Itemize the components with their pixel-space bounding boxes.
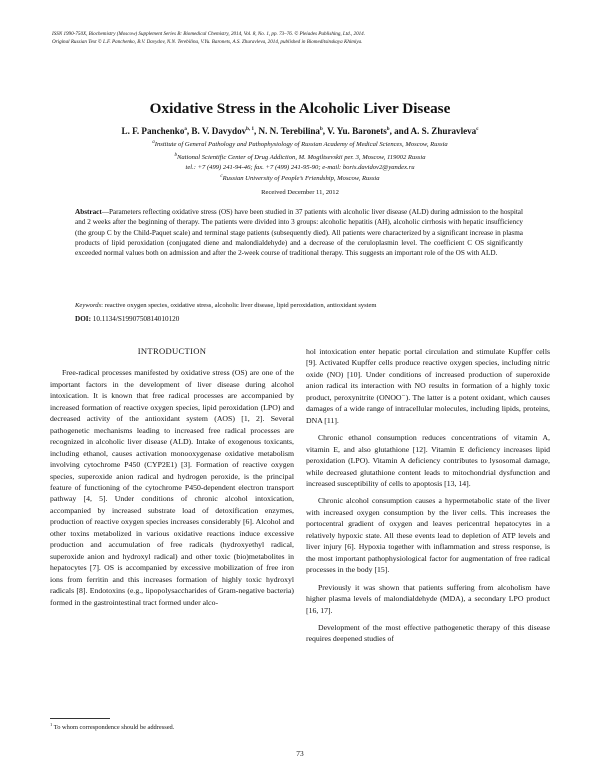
abstract-text: —Parameters reflecting oxidative stress (OS) have been studied in 37 patients with alcoholic liver disease (ALD) during admission to the hospital and 2 weeks after the beginning of therapy. The patients were divided into 3 groups: alcoholic hepatitis (AH), alcoholic cirrhosis with hepatic insufficiency (the group C by the Child-Paquet scale) and terminal stage patients (subsequently died). All patients were characterized by a significant increase in plasma products of lipid peroxidation (conjugated diene and malondialdehyde) and a decrease of the ceruloplasmin level. The coefficient C OS significantly exceeded normal values both on admission and after the 2-week course of traditional therapy. This suggests an important role of the OS with ALD. bbox=[75, 208, 523, 258]
paragraph: Free-radical processes manifested by oxidative stress (OS) are one of the important factors in the development of liver disease during alcohol intoxication. It is known that free radical processes are accompanied by increased formation of reactive oxygen species, lipid peroxidation (LPO) and decreased activity of the antioxidant system (AOS) [1, 2]. Several pathogenetic mechanisms leading to increased free radical processes are recognized in alcoholic liver disease (ALD). Intake of exogenous toxicants, including ethanol, causes activation monooxygenase oxidative metabolism involving cytochrome P450 (CYP2E1) [3]. Formation of reactive oxygen species, superoxide anion radical and hydrogen peroxide, is the principal feature of functioning of the cytochrome P450-dependent electron transport pathway [4, 5]. Under conditions of chronic alcohol intoxication, accompanied by increased substrate load of detoxification enzymes, production of reactive oxygen species increases considerably [6]. Alcohol and other toxins metabolized in various oxidative reactions induce excessive production and accumulation of free radicals (hydroxyethyl radical, superoxide anion and hydroxyl radical) and other toxic (bio)metabolites in hepatocytes [7]. OS is accompanied by excessive mobilization of free iron ions from ferritin and this increases formation of highly toxic hydroxyl radicals [8]. Endotoxins (e.g., lipopolysaccharides of Gram-negative bacteria) formed in the gastrointestinal tract formed under alco- bbox=[50, 368, 294, 607]
right-column bbox=[306, 346, 550, 645]
author-2-sup: b, 1 bbox=[246, 126, 254, 132]
footnote-sup: 1 bbox=[50, 721, 53, 727]
journal-header-line-2: Original Russian Text © L.F. Panchenko, B.V. Davydov, N.N. Terebilina, V.Yu. Baronets, A.S. Zhuravleva, 2014, published in Biomeditsinskaya Khimiya. bbox=[52, 39, 363, 45]
affiliation-a-sup: a bbox=[152, 139, 155, 145]
journal-header-line-1: ISSN 1990-750X, Biochemistry (Moscow) Supplement Series B: Biomedical Chemistry, 2014, Vol. 8, No. 1, pp. 73–76. © Pleiades Publishing, Ltd., 2014. bbox=[52, 31, 365, 37]
footnote-divider bbox=[50, 718, 110, 719]
author-3-sup: b bbox=[319, 126, 323, 132]
affiliation-b-text: National Scientific Center of Drug Addiction, M. Mogiltsevskii per. 3, Moscow, 119002 Russia bbox=[176, 154, 426, 161]
paragraph: Chronic alcohol consumption causes a hypermetabolic state of the liver with increased oxygen consumption by the liver cells. This increases the portocentral gradient of oxygen and leaves pericentral hepatocytes in a relatively hypoxic state. All these events lead to depletion of ATP levels and liver injury [6]. Hypoxia together with inflammation and stress response, is the most important pathophysiological factor for augmentation of free radical processes in the body [15]. bbox=[306, 496, 550, 575]
paragraph: hol intoxication enter hepatic portal circulation and stimulate Kupffer cells [9]. Activated Kupffer cells produce reactive oxygen species, including nitric oxide (NO) [10]. Under conditions of increased production of superoxide anion radical its interaction with NO results in formation of a highly toxic product, peroxynitrite (ONOO⁻). The latter is a potent oxidant, which causes damages of a wide range of intracellular molecules, including lipids, proteins, DNA [11]. bbox=[306, 347, 550, 425]
keywords-text: : reactive oxygen species, oxidative stress, alcoholic liver disease, lipid peroxidation, antioxidant system bbox=[101, 302, 377, 309]
paragraph: Previously it was shown that patients suffering from alcoholism have higher plasma levels of malondialdehyde (MDA), a secondary LPO product [16, 17]. bbox=[306, 582, 550, 615]
keywords-label: Keywords bbox=[75, 302, 102, 309]
author-1: L. F. Panchenko bbox=[121, 126, 185, 136]
doi-value: 10.1134/S1990750814010120 bbox=[92, 315, 180, 323]
author-5-sup: c bbox=[476, 126, 479, 132]
footnote-text: To whom correspondence should be addressed. bbox=[52, 724, 175, 731]
author-4: , V. Yu. Baronets bbox=[322, 126, 387, 136]
affiliation-a-text: Institute of General Pathology and Pathophysiology of Russian Academy of Medical Sciences, Moscow, Russia bbox=[154, 141, 448, 148]
paragraph: Development of the most effective pathogenetic therapy of this disease requires deepened studies of bbox=[306, 622, 550, 644]
affiliation-c-text: Russian University of People’s Friendship, Moscow, Russia bbox=[222, 175, 380, 182]
section-heading-introduction: INTRODUCTION bbox=[137, 346, 207, 356]
abstract-label: Abstract bbox=[75, 208, 102, 216]
affiliation-b bbox=[0, 153, 600, 163]
affiliation-c bbox=[0, 174, 600, 184]
footnote bbox=[50, 721, 175, 731]
affiliation-b-contact: tel.: +7 (499) 241-94-46; fax. +7 (499) 241-95-90; e-mail: boris.davidov2@yandex.ru bbox=[185, 164, 415, 171]
paragraph: Chronic ethanol consumption reduces concentrations of vitamin A, vitamin E, and also glutathione [12]. Vitamin E deficiency increases lipid peroxidation (LPO). Vitamin A deficiency contributes to lysosomal damage, while decreased glutathione content leads to mitochondrial dysfunction and increased susceptibility of cells to apoptosis [13, 14]. bbox=[306, 433, 550, 488]
affiliation-a bbox=[0, 140, 600, 150]
abstract bbox=[75, 207, 523, 258]
author-2: , B. V. Davydov bbox=[186, 126, 247, 136]
author-1-sup: a bbox=[184, 126, 187, 132]
paper-title: Oxidative Stress in the Alcoholic Liver Disease bbox=[149, 100, 451, 117]
doi bbox=[75, 315, 179, 323]
author-5: , and A. S. Zhuravleva bbox=[389, 126, 477, 136]
page-number: 73 bbox=[296, 749, 304, 758]
author-list bbox=[0, 126, 600, 136]
author-3: , N. N. Terebilina bbox=[253, 126, 320, 136]
doi-label: DOI: bbox=[75, 315, 91, 323]
author-4-sup: b bbox=[386, 126, 390, 132]
keywords bbox=[75, 301, 523, 311]
affiliation-c-sup: c bbox=[220, 173, 223, 179]
affiliation-b-sup: b bbox=[174, 152, 177, 158]
received-date: Received December 11, 2012 bbox=[261, 189, 339, 196]
left-column bbox=[50, 346, 294, 608]
